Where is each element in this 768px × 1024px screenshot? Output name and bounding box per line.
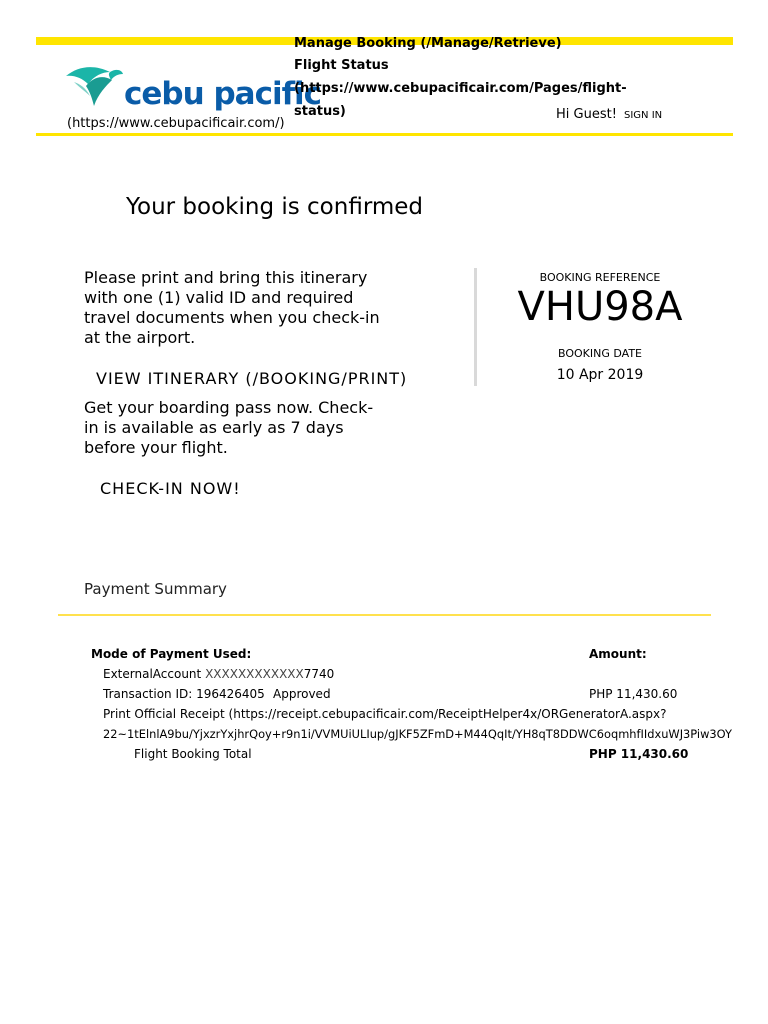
print-receipt-link[interactable]: Print Official Receipt (https://receipt.cebupacificair.com/ReceiptHelper4x/ORGeneratorA.aspx?	[103, 707, 667, 721]
header-bottom-bar	[36, 133, 733, 136]
view-itinerary-link[interactable]: VIEW ITINERARY (/BOOKING/PRINT)	[96, 369, 408, 388]
bird-logo-icon	[64, 62, 124, 112]
page-title: Your booking is confirmed	[126, 194, 424, 220]
booking-date-label: BOOKING DATE	[558, 347, 642, 360]
print-instructions: Please print and bring this itinerary with one (1) valid ID and required travel documents when you check-in at the airport.	[84, 268, 380, 347]
account-type: ExternalAccount	[103, 667, 202, 681]
transaction-amount: PHP 11,430.60	[589, 687, 678, 701]
transaction-status: Approved	[273, 687, 331, 701]
flight-status-link-url-end[interactable]: status)	[294, 104, 346, 119]
vertical-divider	[474, 268, 477, 386]
logo-wordmark: cebu pacific	[124, 76, 322, 112]
payment-summary-divider	[58, 614, 711, 616]
greeting-text: Hi Guest!	[556, 107, 617, 122]
sign-in-link[interactable]: SIGN IN	[624, 110, 663, 121]
payment-summary-title: Payment Summary	[84, 580, 227, 598]
flight-status-link[interactable]: Flight Status	[294, 58, 389, 73]
boarding-pass-info: Get your boarding pass now. Check-in is available as early as 7 days before your flight.	[84, 398, 374, 457]
booking-reference-code: VHU98A	[517, 284, 683, 330]
home-link[interactable]: (https://www.cebupacificair.com/)	[67, 116, 285, 131]
account-masked-number: XXXXXXXXXXXX	[205, 667, 304, 681]
manage-booking-link[interactable]: Manage Booking (/Manage/Retrieve)	[294, 36, 562, 51]
payment-account-row	[103, 667, 334, 681]
account-last-digits: 7740	[303, 667, 335, 681]
payment-mode-header: Mode of Payment Used:	[91, 647, 252, 661]
flight-status-link-url[interactable]: (https://www.cebupacificair.com/Pages/flight-	[294, 81, 627, 96]
flight-booking-total-amount: PHP 11,430.60	[589, 747, 689, 761]
transaction-id: Transaction ID: 196426405	[103, 687, 265, 701]
booking-date-value: 10 Apr 2019	[556, 367, 644, 383]
payment-amount-header: Amount:	[589, 647, 647, 661]
flight-booking-total-label: Flight Booking Total	[134, 747, 252, 761]
print-receipt-link-url[interactable]: 22~1tElnlA9bu/YjxzrYxjhrQoy+r9n1i/VVMUiULIup/gJKF5ZFmD+M44QqIt/YH8qT8DDWC6oqmhfIIdxuWJ3Piw3OY	[103, 727, 732, 741]
booking-reference-label: BOOKING REFERENCE	[539, 271, 661, 284]
check-in-now-link[interactable]: CHECK-IN NOW!	[100, 479, 241, 498]
